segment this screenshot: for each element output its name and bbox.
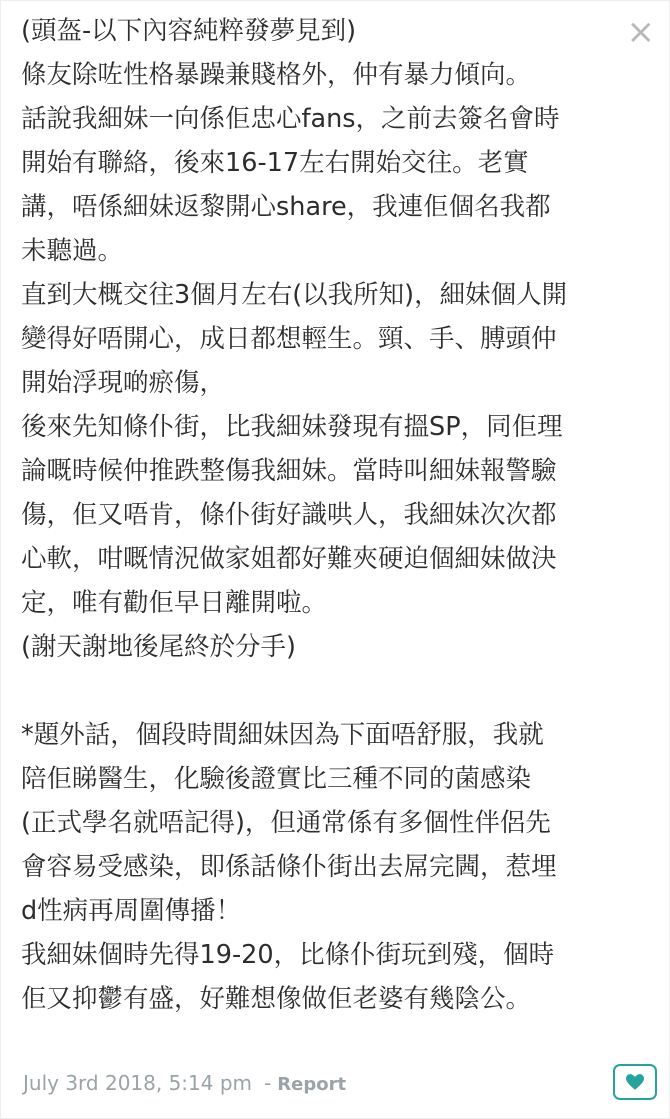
post-body: [21, 9, 621, 1021]
post-line: (頭盔-以下內容純粹發夢見到): [21, 16, 357, 46]
post-line: 開始浮現啲瘀傷，: [21, 368, 226, 398]
report-link[interactable]: Report: [277, 1074, 347, 1095]
heart-icon: [626, 1074, 644, 1090]
like-button[interactable]: [613, 1064, 657, 1100]
post-line: 會容易受感染，即係話條仆街出去屌完閪，惹埋: [21, 852, 557, 882]
paragraph-spacer: [21, 669, 621, 713]
post-line: (謝天謝地後尾終於分手): [21, 632, 296, 662]
post-line: 定，唯有勸佢早日離開啦。: [21, 588, 328, 618]
post-footer: [23, 1071, 346, 1095]
post-line: 陪佢睇醫生，化驗後證實比三種不同的菌感染: [21, 764, 532, 794]
post-line: 論嘅時候仲推跌整傷我細妹。當時叫細妹報警驗: [21, 456, 557, 486]
post-line: 傷，佢又唔肯，條仆街好識哄人，我細妹次次都: [21, 500, 557, 530]
post-line: 我細妹個時先得19-20，比條仆街玩到殘，個時: [21, 940, 555, 970]
close-icon[interactable]: ×: [626, 12, 655, 52]
post-line: *題外話，個段時間細妹因為下面唔舒服，我就: [21, 720, 544, 750]
post-line: 未聽過。: [21, 236, 124, 266]
post-line: d性病再周圍傳播！: [21, 896, 242, 926]
post-line: 條友除咗性格暴躁兼賤格外，仲有暴力傾向。: [21, 60, 532, 90]
post-line: 心軟，咁嘅情況做家姐都好難夾硬迫個細妹做決: [21, 544, 557, 574]
post-timestamp: July 3rd 2018, 5:14 pm: [23, 1071, 253, 1095]
post-line: (正式學名就唔記得)，但通常係有多個性伴侶先: [21, 808, 551, 838]
post-line: 後來先知條仆街，比我細妹發現有搵SP，同佢理: [21, 412, 563, 442]
post-line: 變得好唔開心，成日都想輕生。頸、手、膊頭仲: [21, 324, 557, 354]
post-line: 開始有聯絡，後來16-17左右開始交往。老實: [21, 148, 529, 178]
post-line: 佢又抑鬱有盛，好難想像做佢老婆有幾陰公。: [21, 984, 532, 1014]
footer-separator: -: [264, 1071, 272, 1095]
post-line: 話說我細妹一向係佢忠心fans，之前去簽名會時: [21, 104, 560, 134]
post-line: 講，唔係細妹返黎開心share，我連佢個名我都: [21, 192, 551, 222]
post-line: 直到大概交往3個月左右(以我所知)，細妹個人開: [21, 280, 568, 310]
